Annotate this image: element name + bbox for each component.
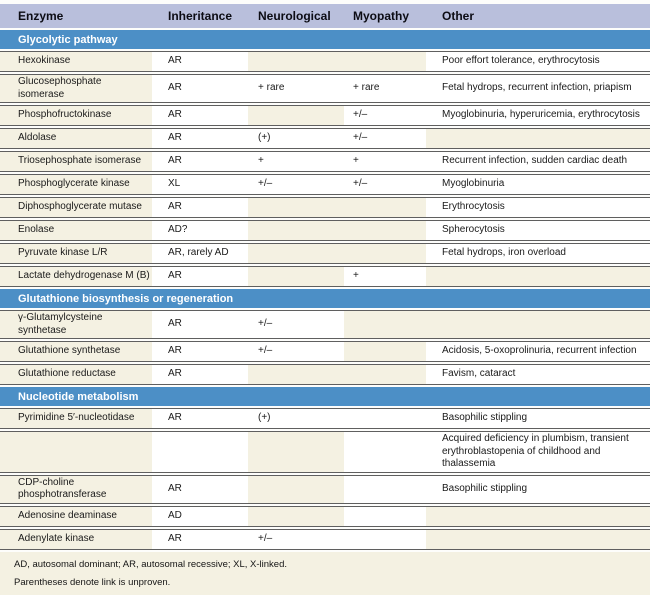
inheritance-cell: AR	[152, 197, 248, 218]
section-row	[0, 289, 650, 308]
other-cell	[426, 506, 650, 527]
enzyme-cell	[0, 431, 152, 473]
footnote-abbreviations: AD, autosomal dominant; AR, autosomal recessive; XL, X-linked.	[14, 558, 287, 570]
table-row	[0, 197, 650, 218]
myopathy-cell: + rare	[344, 74, 426, 103]
enzyme-table	[0, 2, 650, 552]
table-row	[0, 310, 650, 339]
other-cell: Erythrocytosis	[426, 197, 650, 218]
myopathy-cell	[344, 243, 426, 264]
table-row	[0, 74, 650, 103]
myopathy-cell: +	[344, 266, 426, 287]
neurological-cell: (+)	[248, 408, 344, 429]
inheritance-cell: AR	[152, 364, 248, 385]
inheritance-cell: AR	[152, 74, 248, 103]
enzyme-cell: Glutathione synthetase	[0, 341, 152, 362]
inheritance-cell: AR	[152, 310, 248, 339]
myopathy-cell	[344, 431, 426, 473]
other-cell: Myoglobinuria	[426, 174, 650, 195]
enzyme-cell: Phosphofructokinase	[0, 105, 152, 126]
inheritance-cell	[152, 431, 248, 473]
other-cell: Basophilic stippling	[426, 408, 650, 429]
other-cell: Myoglobinuria, hyperuricemia, erythrocytosis	[426, 105, 650, 126]
inheritance-cell: AR	[152, 51, 248, 72]
table-row	[0, 341, 650, 362]
table-row	[0, 529, 650, 550]
inheritance-cell: AR	[152, 408, 248, 429]
table-row	[0, 266, 650, 287]
neurological-cell: + rare	[248, 74, 344, 103]
enzyme-cell: CDP-choline phosphotransferase	[0, 475, 152, 504]
section-header: Glycolytic pathway	[0, 30, 650, 49]
inheritance-cell: AR	[152, 475, 248, 504]
other-cell: Fetal hydrops, iron overload	[426, 243, 650, 264]
inheritance-cell: XL	[152, 174, 248, 195]
other-cell: Spherocytosis	[426, 220, 650, 241]
inheritance-cell: AR	[152, 341, 248, 362]
myopathy-cell: +	[344, 151, 426, 172]
inheritance-cell: AR	[152, 105, 248, 126]
neurological-cell	[248, 51, 344, 72]
table-row	[0, 408, 650, 429]
section-row	[0, 30, 650, 49]
table-row	[0, 220, 650, 241]
neurological-cell: +/–	[248, 529, 344, 550]
neurological-cell	[248, 364, 344, 385]
table-row	[0, 51, 650, 72]
column-header-enzyme: Enzyme	[0, 4, 152, 28]
other-cell	[426, 266, 650, 287]
neurological-cell: (+)	[248, 128, 344, 149]
table-row	[0, 364, 650, 385]
myopathy-cell	[344, 529, 426, 550]
myopathy-cell	[344, 475, 426, 504]
other-cell: Poor effort tolerance, erythrocytosis	[426, 51, 650, 72]
table-row	[0, 151, 650, 172]
other-cell: Acidosis, 5-oxoprolinuria, recurrent infection	[426, 341, 650, 362]
inheritance-cell: AR, rarely AD	[152, 243, 248, 264]
other-cell	[426, 529, 650, 550]
inheritance-cell: AD?	[152, 220, 248, 241]
neurological-cell	[248, 220, 344, 241]
myopathy-cell	[344, 364, 426, 385]
enzyme-cell: Adenylate kinase	[0, 529, 152, 550]
table-row	[0, 128, 650, 149]
table-row	[0, 243, 650, 264]
enzyme-cell: Enolase	[0, 220, 152, 241]
enzyme-cell: Lactate dehydrogenase M (B)	[0, 266, 152, 287]
enzyme-cell: Pyrimidine 5′-nucleotidase	[0, 408, 152, 429]
myopathy-cell: +/–	[344, 174, 426, 195]
footnote-parentheses: Parentheses denote link is unproven.	[14, 576, 171, 588]
enzyme-cell: Adenosine deaminase	[0, 506, 152, 527]
enzyme-cell: Triosephosphate isomerase	[0, 151, 152, 172]
neurological-cell: +/–	[248, 310, 344, 339]
enzyme-cell: Aldolase	[0, 128, 152, 149]
section-row	[0, 387, 650, 406]
other-cell: Basophilic stippling	[426, 475, 650, 504]
other-cell	[426, 128, 650, 149]
myopathy-cell: +/–	[344, 105, 426, 126]
myopathy-cell	[344, 310, 426, 339]
table-row	[0, 475, 650, 504]
section-header: Glutathione biosynthesis or regeneration	[0, 289, 650, 308]
myopathy-cell	[344, 506, 426, 527]
table-row	[0, 105, 650, 126]
other-cell: Favism, cataract	[426, 364, 650, 385]
other-cell: Fetal hydrops, recurrent infection, priapism	[426, 74, 650, 103]
neurological-cell	[248, 506, 344, 527]
enzyme-cell: Diphosphoglycerate mutase	[0, 197, 152, 218]
table-row	[0, 174, 650, 195]
other-cell	[426, 310, 650, 339]
table-row	[0, 506, 650, 527]
inheritance-cell: AR	[152, 529, 248, 550]
inheritance-cell: AR	[152, 128, 248, 149]
myopathy-cell	[344, 51, 426, 72]
footnotes	[0, 552, 650, 595]
enzyme-cell: Glutathione reductase	[0, 364, 152, 385]
inheritance-cell: AR	[152, 266, 248, 287]
enzyme-cell: Pyruvate kinase L/R	[0, 243, 152, 264]
enzyme-cell: Glucosephosphate isomerase	[0, 74, 152, 103]
column-header-other: Other	[426, 4, 650, 28]
neurological-cell	[248, 266, 344, 287]
enzyme-cell: Hexokinase	[0, 51, 152, 72]
myopathy-cell	[344, 197, 426, 218]
neurological-cell	[248, 475, 344, 504]
other-cell: Acquired deficiency in plumbism, transient erythroblastopenia of childhood and thalassemia	[426, 431, 650, 473]
myopathy-cell	[344, 220, 426, 241]
table-row	[0, 431, 650, 473]
neurological-cell	[248, 197, 344, 218]
other-cell: Recurrent infection, sudden cardiac death	[426, 151, 650, 172]
neurological-cell: +/–	[248, 341, 344, 362]
table-header-row	[0, 4, 650, 28]
enzyme-cell: Phosphoglycerate kinase	[0, 174, 152, 195]
inheritance-cell: AD	[152, 506, 248, 527]
myopathy-cell	[344, 341, 426, 362]
inheritance-cell: AR	[152, 151, 248, 172]
column-header-myopathy: Myopathy	[344, 4, 426, 28]
neurological-cell: +	[248, 151, 344, 172]
section-header: Nucleotide metabolism	[0, 387, 650, 406]
myopathy-cell	[344, 408, 426, 429]
neurological-cell	[248, 243, 344, 264]
column-header-inheritance: Inheritance	[152, 4, 248, 28]
myopathy-cell: +/–	[344, 128, 426, 149]
column-header-neurological: Neurological	[248, 4, 344, 28]
neurological-cell	[248, 431, 344, 473]
neurological-cell: +/–	[248, 174, 344, 195]
neurological-cell	[248, 105, 344, 126]
enzyme-cell: γ-Glutamylcysteine synthetase	[0, 310, 152, 339]
